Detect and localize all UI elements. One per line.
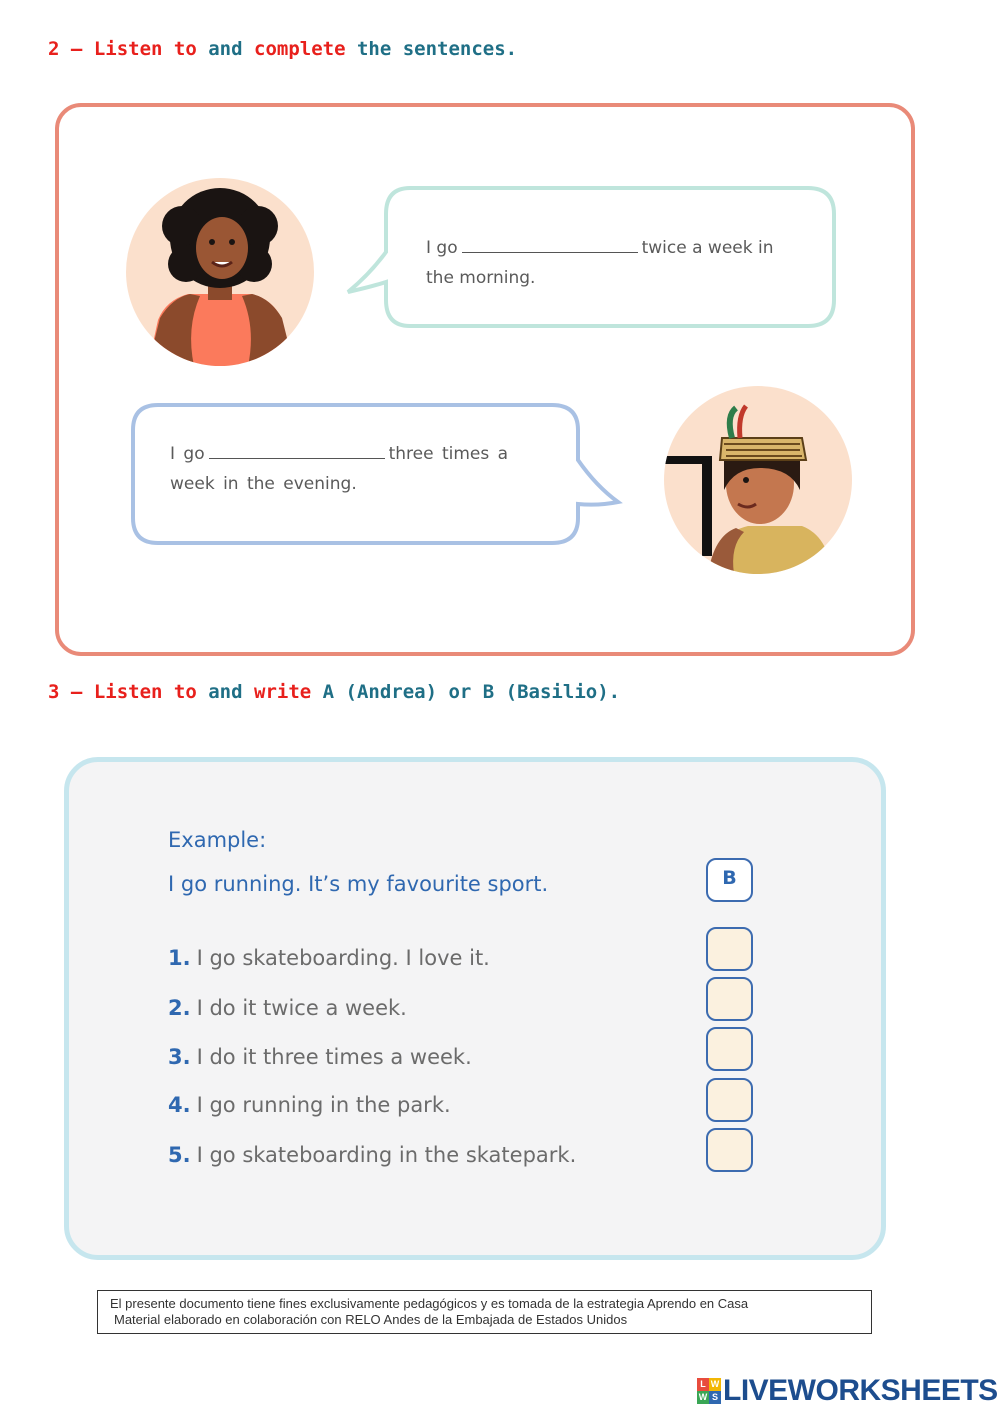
section-3-dash: –: [70, 681, 83, 703]
logo-letter-2: W: [710, 1379, 720, 1389]
answer-box-3[interactable]: [706, 1027, 753, 1071]
bubble-1-suffix: twice a week in the morning.: [426, 238, 774, 288]
exercise-item-1: [168, 946, 490, 970]
bubble-1-blank[interactable]: [462, 235, 638, 253]
answer-box-4[interactable]: [706, 1078, 753, 1122]
bubble-2-suffix: three times a week in the evening.: [170, 444, 509, 494]
bubble-2-text: [170, 439, 540, 499]
instr-listen-3: Listen to: [93, 681, 197, 703]
footer-line-2: Material elaborado en colaboración con RELO Andes de la Embajada de Estados Unidos: [114, 1312, 628, 1327]
bubble-1-text: [426, 233, 806, 293]
exercise-item-4: [168, 1093, 451, 1117]
bubble-1-prefix: I go: [426, 238, 458, 258]
footer-disclaimer: [97, 1290, 872, 1334]
item-2-text: I do it twice a week.: [196, 996, 407, 1020]
item-5-text: I go skateboarding in the skatepark.: [196, 1143, 577, 1167]
example-sentence: I go running. It’s my favourite sport.: [168, 872, 549, 896]
item-2-number: 2.: [168, 996, 191, 1020]
bubble-2-prefix: I go: [170, 444, 205, 464]
liveworksheets-brand: [697, 1374, 998, 1408]
exercise-item-2: [168, 996, 407, 1020]
answer-box-1[interactable]: [706, 927, 753, 971]
instr-write: write: [254, 681, 312, 703]
item-1-number: 1.: [168, 946, 191, 970]
andrea-avatar: [126, 178, 314, 366]
example-label: Example:: [168, 828, 267, 852]
instr-options: A (Andrea) or B (Basilio).: [322, 681, 621, 703]
instr-complete: complete: [254, 38, 346, 60]
liveworksheets-logo-icon: [697, 1378, 721, 1404]
section-3-instruction: [48, 681, 620, 703]
answer-box-5[interactable]: [706, 1128, 753, 1172]
item-5-number: 5.: [168, 1143, 191, 1167]
item-4-number: 4.: [168, 1093, 191, 1117]
footer-line-1: El presente documento tiene fines exclusivamente pedagógicos y es tomada de la estrategia Aprendo en Casa: [110, 1296, 749, 1311]
bubble-2-blank[interactable]: [209, 441, 385, 459]
instr-listen: Listen to: [93, 38, 197, 60]
section-3-number: 3: [48, 681, 60, 703]
example-answer-box: B: [706, 858, 753, 902]
logo-letter-1: L: [697, 1378, 709, 1391]
answer-box-2[interactable]: [706, 977, 753, 1021]
section-2-number: 2: [48, 38, 60, 60]
instr-the-sentences: the sentences.: [356, 38, 518, 60]
logo-letter-4: S: [709, 1391, 721, 1404]
instr-and: and: [208, 38, 243, 60]
logo-letter-3: W: [698, 1392, 708, 1402]
basilio-avatar: [664, 386, 852, 574]
section-2-dash: –: [70, 38, 83, 60]
liveworksheets-wordmark: LIVEWORKSHEETS: [723, 1374, 998, 1407]
item-4-text: I go running in the park.: [196, 1093, 451, 1117]
item-3-number: 3.: [168, 1045, 191, 1069]
instr-and-3: and: [208, 681, 243, 703]
item-3-text: I do it three times a week.: [196, 1045, 472, 1069]
section-2-instruction: [48, 38, 517, 60]
exercise-item-5: [168, 1143, 576, 1167]
exercise-item-3: [168, 1045, 472, 1069]
item-1-text: I go skateboarding. I love it.: [196, 946, 490, 970]
